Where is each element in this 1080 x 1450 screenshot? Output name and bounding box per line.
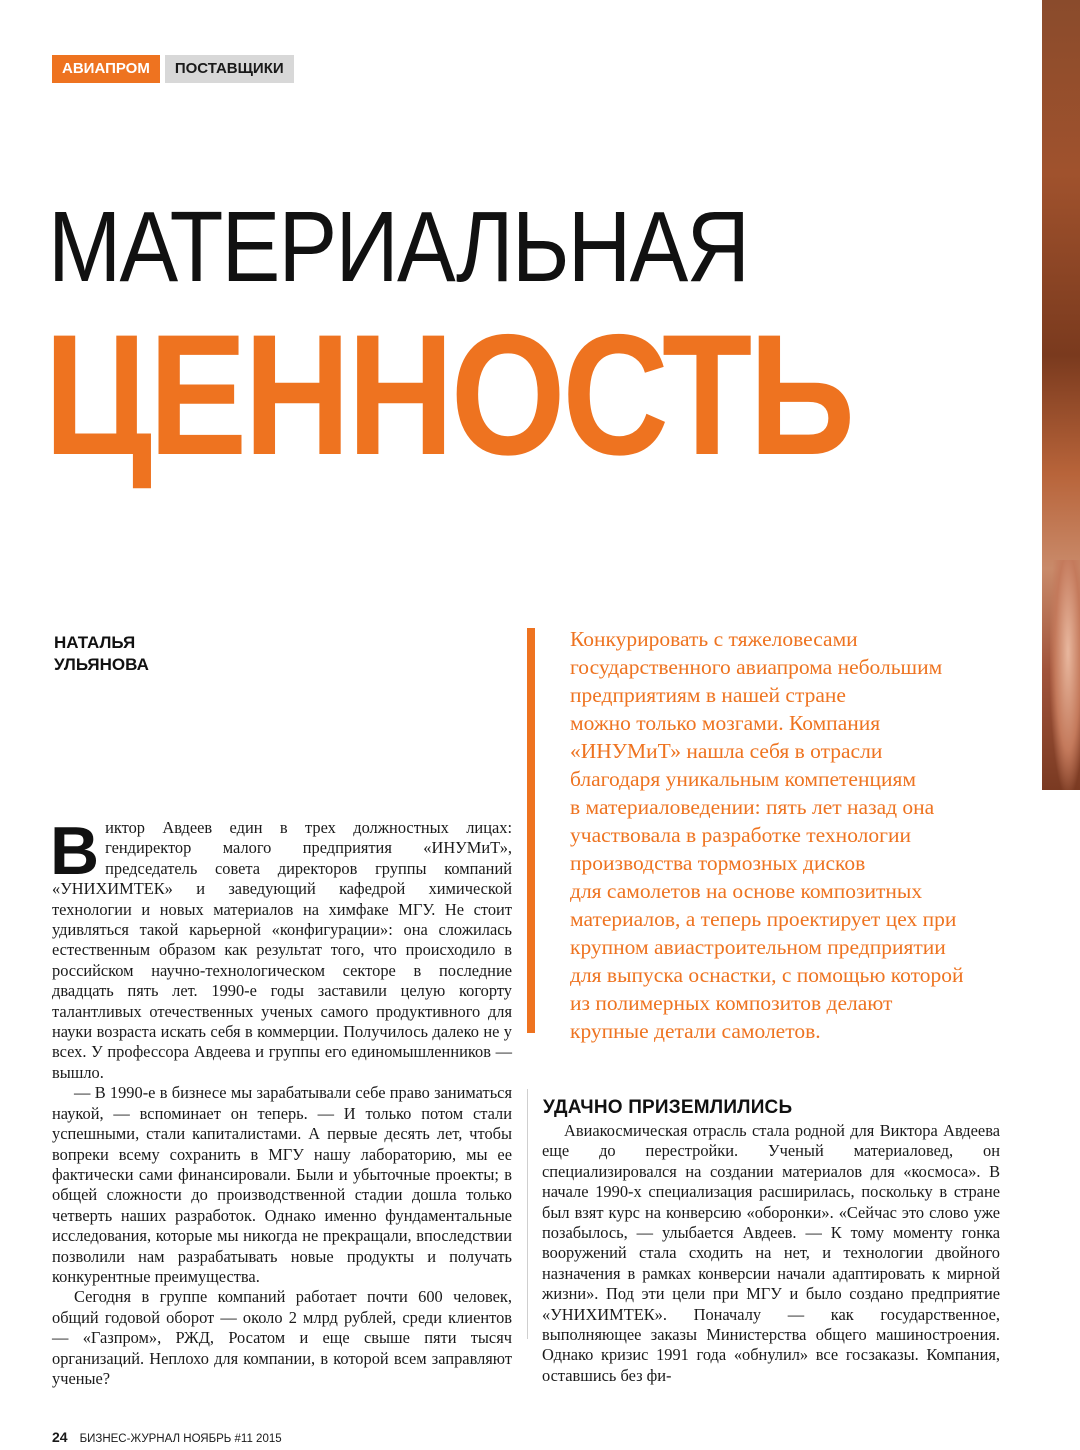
lead-line: можно только мозгами. Компания (570, 711, 881, 735)
body-paragraph: Сегодня в группе компаний работает почти 600 человек, общий годовой оборот — около 2 млрд рублей, среди клиентов — «Газпром», РЖД, Росатом и еще свыше пяти тысяч организаций. Неплохо для компании, в которой всем заправляют ученые? (52, 1287, 512, 1388)
lead-line: предприятиям в нашей стране (570, 683, 846, 707)
lead-line: для самолетов на основе композитных (570, 879, 923, 903)
body-paragraph: Авиакосмическая отрасль стала родной для Виктора Авдеева еще до перестройки. Ученый материаловед, он специализировался на создании материалов для «космоса». В начале 1990-х специализация расширилась, поскольку в стране был взят курс на конверсию «оборонки». «Сейчас это слово уже позабылось, — улыбается Авдеев. — К тому моменту гонка вооружений стала сходить на нет, и технологии двойного назначения в рамках конверсии начали адаптировать к мирной жизни». Под эти цели при МГУ и было создано предприятие «УНИХИМТЕК». Поначалу — как государственное, выполняющее заказы Министерства общего машиностроения. Однако кризис 1991 года «обнулил» все госзаказы. Компания, оставшись без фи- (542, 1121, 1000, 1385)
body-column-left (50, 813, 512, 1389)
lead-line: для выпуска оснастки, с помощью которой (570, 963, 964, 987)
body-paragraph: — В 1990-е в бизнесе мы зарабатывали себе право заниматься наукой, — вспоминает он теперь. — И только потом стали успешными, стали капиталистами. А первые десять лет, чтобы вопреки всему сохранить в МГУ нашу лабораторию, мы ее фактически сами финансировали. Были и убыточные проекты; в общей сложности до производственной стадии дошла только четверть наших разработок. Однако именно фундаментальные исследования, которые мы никогда не прекращали, впоследствии позволили нам разрабатывать новые продукты и получать конкурентные преимущества. (52, 1083, 512, 1286)
body-paragraph-text: иктор Авдеев един в трех должностных лицах: гендиректор малого предприятия «ИНУМиТ», председатель совета директоров группы компаний «УНИХИМТЕК» и заведующий кафедрой химической технологии и новых материалов на химфаке МГУ. Не стоит удивляться такой карьерной «конфигурации»: она сложилась естественным образом как результат того, что происходило в российском научно-технологическом секторе в последние двадцать пять лет. 1990-е годы заставили целую когорту талантливых отечественных ученых самого продуктивного для науки возраста искать себя в коммерции. Получилось далеко не у всех. У профессора Авдеева и группы его единомышленников — вышло. (52, 818, 512, 1082)
page-number: 24 (52, 1429, 68, 1445)
lead-line: Конкурировать с тяжеловесами (570, 627, 858, 651)
lead-line: государственного авиапрома небольшим (570, 655, 943, 679)
body-column-right (542, 1121, 1000, 1386)
lead-line: участвовала в разработке технологии (570, 823, 911, 847)
lead-line: материалов, а теперь проектирует цех при (570, 907, 957, 931)
column-divider (527, 1089, 528, 1339)
lead-paragraph (570, 625, 1030, 1045)
headline-line1: МАТЕРИАЛЬНАЯ (48, 191, 749, 303)
rubric-tag: ПОСТАВЩИКИ (165, 55, 294, 83)
author-first-name: НАТАЛЬЯ (54, 633, 136, 652)
author-byline (54, 632, 149, 676)
lead-accent-bar (527, 628, 535, 1033)
section-subheading: УДАЧНО ПРИЗЕМЛИЛИСЬ (543, 1097, 793, 1118)
publication-info: БИЗНЕС-ЖУРНАЛ НОЯБРЬ #11 2015 (79, 1433, 282, 1445)
cover-photo-edge (1042, 0, 1080, 790)
section-tag: АВИАПРОМ (52, 55, 160, 83)
lead-line: крупные детали самолетов. (570, 1019, 821, 1043)
lead-line: в материаловедении: пять лет назад она (570, 795, 935, 819)
lead-line: благодаря уникальным компетенциям (570, 767, 916, 791)
page-footer (52, 1429, 282, 1445)
lead-line: крупном авиастроительном предприятии (570, 935, 946, 959)
drop-cap: В (50, 813, 100, 889)
author-last-name: УЛЬЯНОВА (54, 655, 149, 674)
body-paragraph (50, 813, 512, 1083)
rubric-tags (52, 55, 294, 83)
lead-line: «ИНУМиТ» нашла себя в отрасли (570, 739, 883, 763)
lead-line: производства тормозных дисков (570, 851, 866, 875)
lead-line: из полимерных композитов делают (570, 991, 893, 1015)
headline-line2: ЦЕННОСТЬ (44, 299, 852, 491)
